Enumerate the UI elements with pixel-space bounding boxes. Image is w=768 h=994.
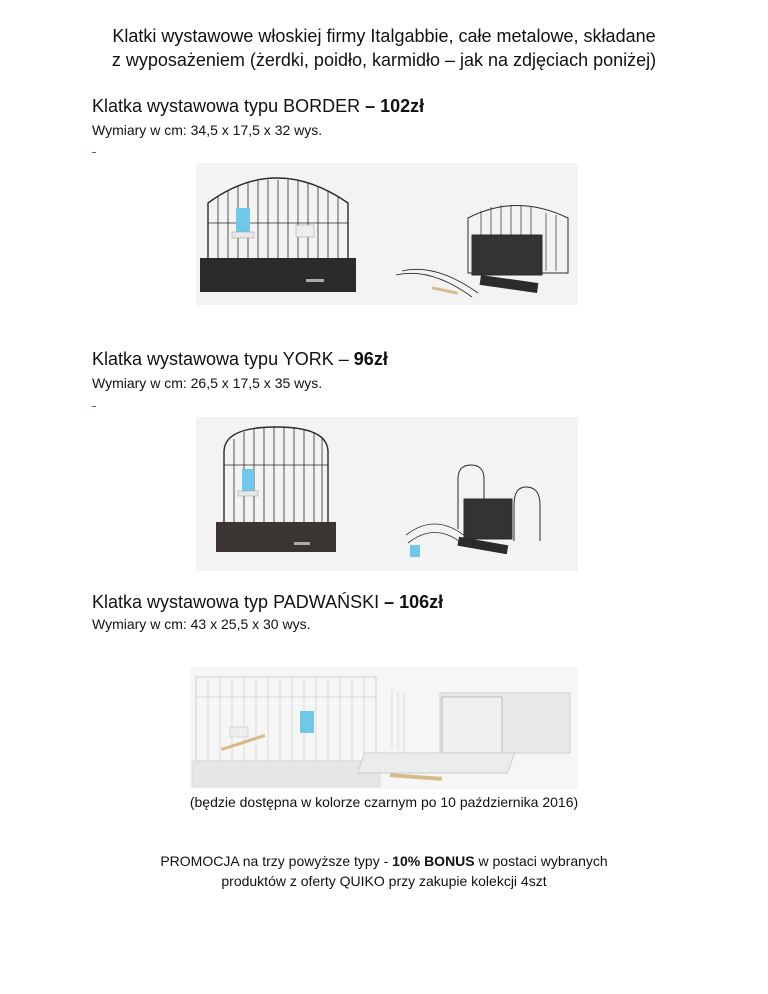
title-line-1: Klatki wystawowe włoskiej firmy Italgabbie, całe metalowe, składane — [112, 26, 656, 46]
cage-parts — [406, 465, 540, 545]
product-heading-york: Klatka wystawowa typu YORK – 96zł — [92, 349, 388, 369]
title-line-2: z wyposażeniem (żerdki, poidło, karmidło – jak na zdjęciach poniżej) — [111, 50, 657, 70]
product-dimensions-border: Wymiary w cm: 34,5 x 17,5 x 32 wys. — [92, 122, 323, 138]
promo-text — [0, 851, 768, 891]
product-heading-border: Klatka wystawowa typu BORDER – 102zł — [92, 96, 425, 116]
marker — [92, 152, 96, 153]
cage-assembled — [208, 178, 348, 258]
promo-line-2: produktów z oferty QUIKO przy zakupie kolekcji 4szt — [221, 873, 547, 889]
product-photo-padwanski — [190, 667, 578, 789]
product-photo-york — [196, 417, 578, 571]
cage-tray — [192, 761, 380, 787]
bonus-text: 10% BONUS — [392, 853, 475, 869]
cage-assembled — [224, 427, 328, 522]
water-feeder — [300, 711, 314, 733]
marker — [92, 406, 96, 407]
product-heading-padwanski: Klatka wystawowa typ PADWAŃSKI – 106zł — [92, 592, 444, 612]
product-photo-border — [196, 163, 578, 305]
cage-tray — [216, 522, 336, 552]
cage-parts — [357, 689, 570, 773]
page-title — [0, 24, 768, 72]
product-dimensions-york: Wymiary w cm: 26,5 x 17,5 x 35 wys. — [92, 375, 323, 391]
water-feeder — [236, 208, 250, 232]
availability-note: (będzie dostępna w kolorze czarnym po 10 października 2016) — [189, 794, 579, 810]
cage-tray — [200, 258, 356, 292]
product-dimensions-padwanski: Wymiary w cm: 43 x 25,5 x 30 wys. — [92, 616, 311, 632]
promo-line-1: PROMOCJA na trzy powyższe typy - 10% BONUS w postaci wybranych — [160, 853, 608, 869]
water-feeder — [242, 469, 254, 491]
